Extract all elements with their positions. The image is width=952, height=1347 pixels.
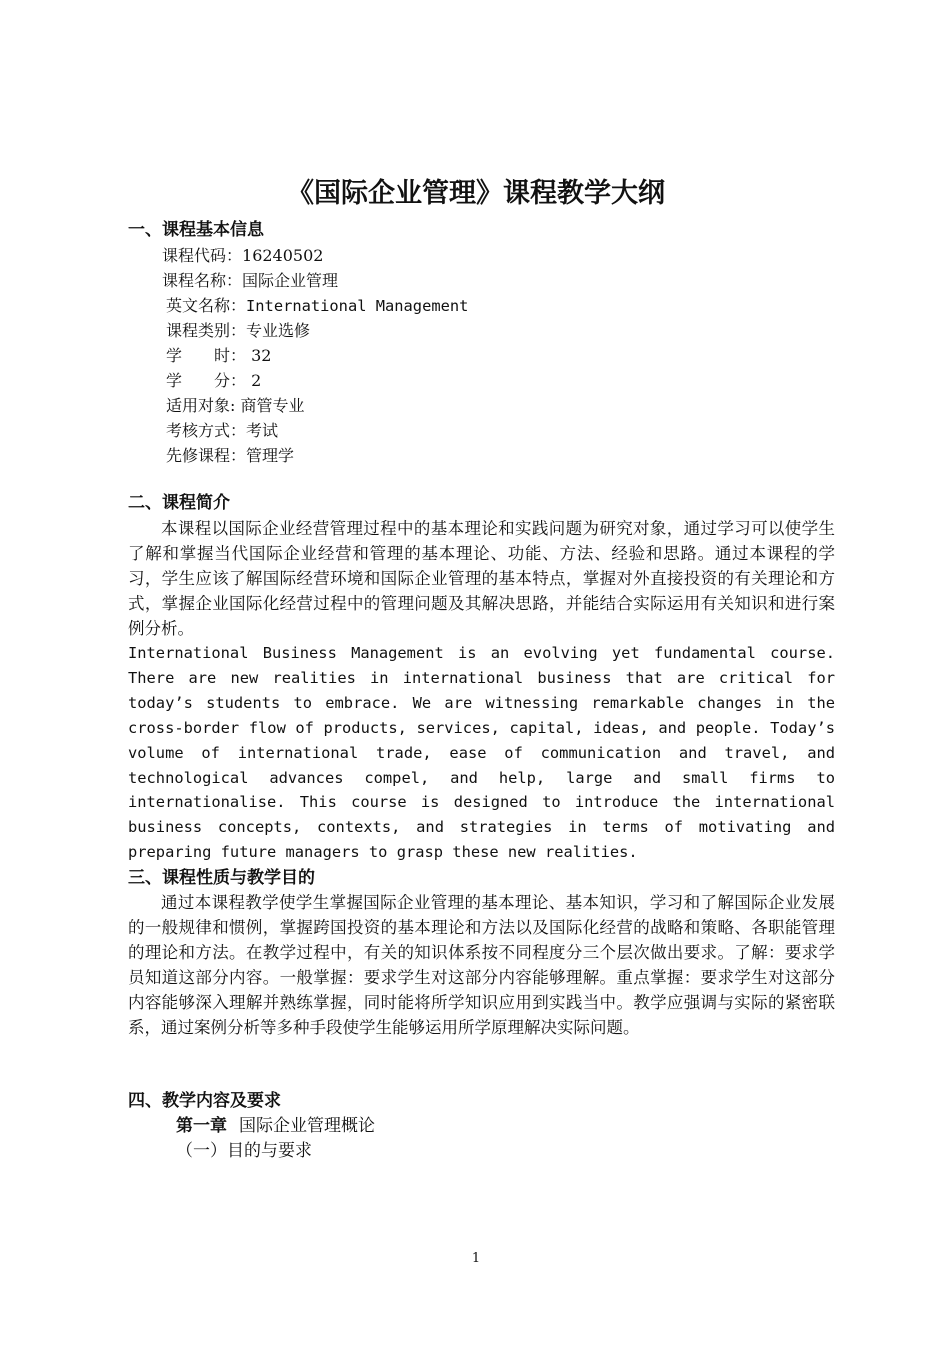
info-row-target xyxy=(162,393,468,418)
info-label: 课程类别： xyxy=(166,321,247,340)
info-row-category xyxy=(162,318,468,343)
info-row-name xyxy=(162,268,468,293)
section-heading-nature: 三、课程性质与教学目的 xyxy=(128,868,315,888)
info-value: 考试 xyxy=(246,421,279,440)
info-row-assessment xyxy=(162,418,468,443)
chapter-title: 国际企业管理概论 xyxy=(239,1116,375,1136)
intro-paragraph-zh: 本课程以国际企业经营管理过程中的基本理论和实践问题为研究对象，通过学习可以使学生了解和掌握当代国际企业经营和管理的基本理论、功能、方法、经验和思路。通过本课程的学习，学生应该了解国际经营环境和国际企业管理的基本特点，掌握对外直接投资的有关理论和方式，掌握企业国际化经营过程中的管理问题及其解决思路，并能结合实际运用有关知识和进行案例分析。 xyxy=(128,519,835,638)
info-row-credits xyxy=(162,368,468,393)
section-heading-basic-info: 一、课程基本信息 xyxy=(128,220,264,240)
info-value: 16240502 xyxy=(242,246,324,265)
info-label: 英文名称： xyxy=(166,296,247,315)
info-label: 先修课程： xyxy=(166,446,247,465)
page-number: 1 xyxy=(471,1251,481,1266)
nature-paragraph: 通过本课程教学使学生掌握国际企业管理的基本理论、基本知识，学习和了解国际企业发展的一般规律和惯例，掌握跨国投资的基本理论和方法以及国际化经营的战略和策略、各职能管理的理论和方法。在教学过程中，有关的知识体系按不同程度分三个层次做出要求。了解：要求学员知道这部分内容。一般掌握：要求学生对这部分内容能够理解。重点掌握：要求学生对这部分内容能够深入理解并熟练掌握，同时能将所学知识应用到实践当中。教学应强调与实际的紧密联系，通过案例分析等多种手段使学生能够运用所学原理解决实际问题。 xyxy=(128,893,835,1037)
info-row-hours xyxy=(162,343,468,368)
chapter-heading xyxy=(176,1114,375,1139)
intro-paragraph-en: International Business Management is an evolving yet fundamental course. There are new realities in international business that are critical for today’s students to embrace. We are witnessing remarkable changes in the cross-border flow of products, services, capital, ideas, and people. Today’s volume of international trade, ease of communication and travel, and technological advances compel, and help, large and small firms to internationalise. This course is designed to introduce the international business concepts, contexts, and strategies in terms of motivating and preparing future managers to grasp these new realities. xyxy=(128,644,835,862)
info-value: International Management xyxy=(246,297,469,315)
info-row-prerequisite xyxy=(162,443,468,468)
info-value: 2 xyxy=(246,371,262,390)
info-label: 适用对象: xyxy=(166,396,241,415)
document-title: 《国际企业管理》课程教学大纲 xyxy=(287,178,665,209)
info-label: 学 分： xyxy=(166,371,247,390)
subsection-heading: （一）目的与要求 xyxy=(176,1141,312,1161)
section-heading-content: 四、教学内容及要求 xyxy=(128,1091,281,1111)
basic-info-list xyxy=(162,243,468,468)
info-label: 考核方式： xyxy=(166,421,247,440)
info-value: 国际企业管理 xyxy=(242,271,339,290)
info-row-code xyxy=(162,243,468,268)
info-value: 管理学 xyxy=(246,446,295,465)
section-heading-intro: 二、课程简介 xyxy=(128,493,230,513)
info-value: 32 xyxy=(246,346,272,365)
info-label: 学 时： xyxy=(166,346,247,365)
info-label: 课程代码： xyxy=(162,246,243,265)
info-row-english-name xyxy=(162,293,468,318)
info-value: 专业选修 xyxy=(246,321,311,340)
info-value: 商管专业 xyxy=(240,396,305,415)
chapter-number: 第一章 xyxy=(176,1116,227,1136)
info-label: 课程名称： xyxy=(162,271,243,290)
